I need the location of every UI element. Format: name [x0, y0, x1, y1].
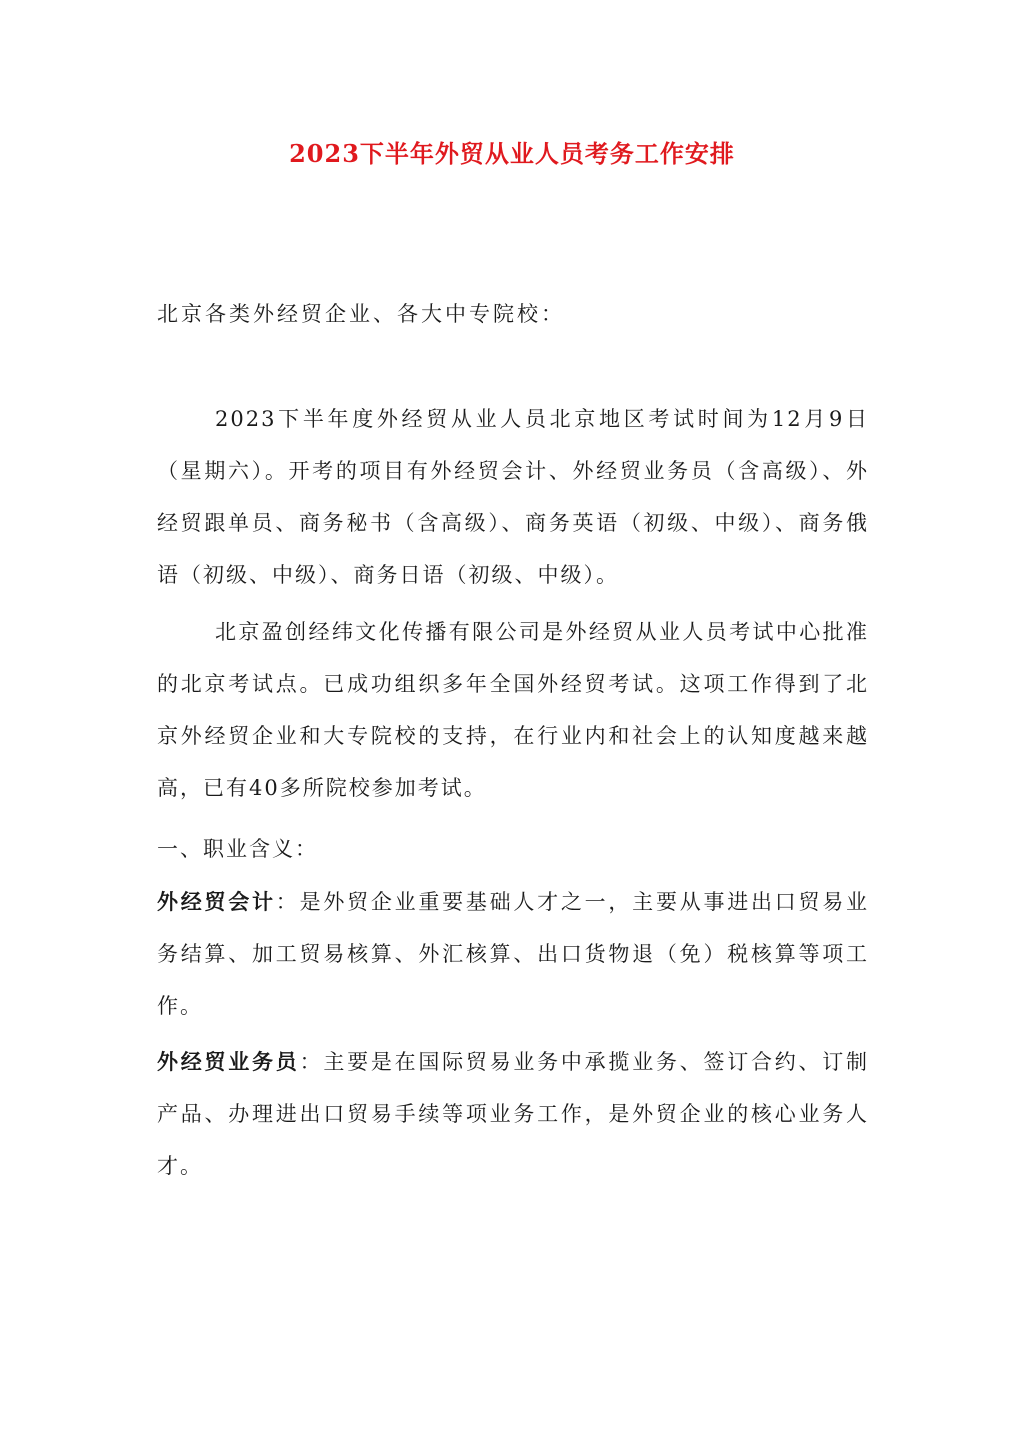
paragraph-exam-center: 北京盈创经纬文化传播有限公司是外经贸从业人员考试中心批准的北京考试点。已成功组织多年全国外经贸考试。这项工作得到了北京外经贸企业和大专院校的支持，在行业内和社会上的认知度越来越高，已有40多所院校参加考试。 [157, 620, 869, 800]
definition-text: 是外贸企业重要基础人才之一，主要从事进出口贸易业务结算、加工贸易核算、外汇核算、出口货物退（免）税核算等项工作。 [157, 890, 870, 1018]
definition-text: 主要是在国际贸易业务中承揽业务、签订合约、订制产品、办理进出口贸易手续等项业务工作，是外贸企业的核心业务人才。 [157, 1050, 870, 1178]
definition-term: 外经贸业务员 [157, 1049, 300, 1074]
definition-entry-accountant [157, 876, 869, 1032]
paragraph-exam-schedule: 2023下半年度外经贸从业人员北京地区考试时间为12月9日（星期六）。开考的项目有外经贸会计、外经贸业务员（含高级）、外经贸跟单员、商务秘书（含高级）、商务英语（初级、中级）、商务俄语（初级、中级）、商务日语（初级、中级）。 [157, 407, 869, 587]
salutation: 北京各类外经贸企业、各大中专院校： [157, 302, 565, 326]
definition-entry-salesperson [157, 1036, 869, 1192]
definition-term: 外经贸会计 [157, 889, 276, 914]
definition-separator: ： [299, 1050, 324, 1074]
document-title: 2023下半年外贸从业人员考务工作安排 [289, 139, 735, 168]
definition-separator: ： [275, 890, 300, 914]
section-heading: 一、职业含义： [157, 837, 318, 861]
